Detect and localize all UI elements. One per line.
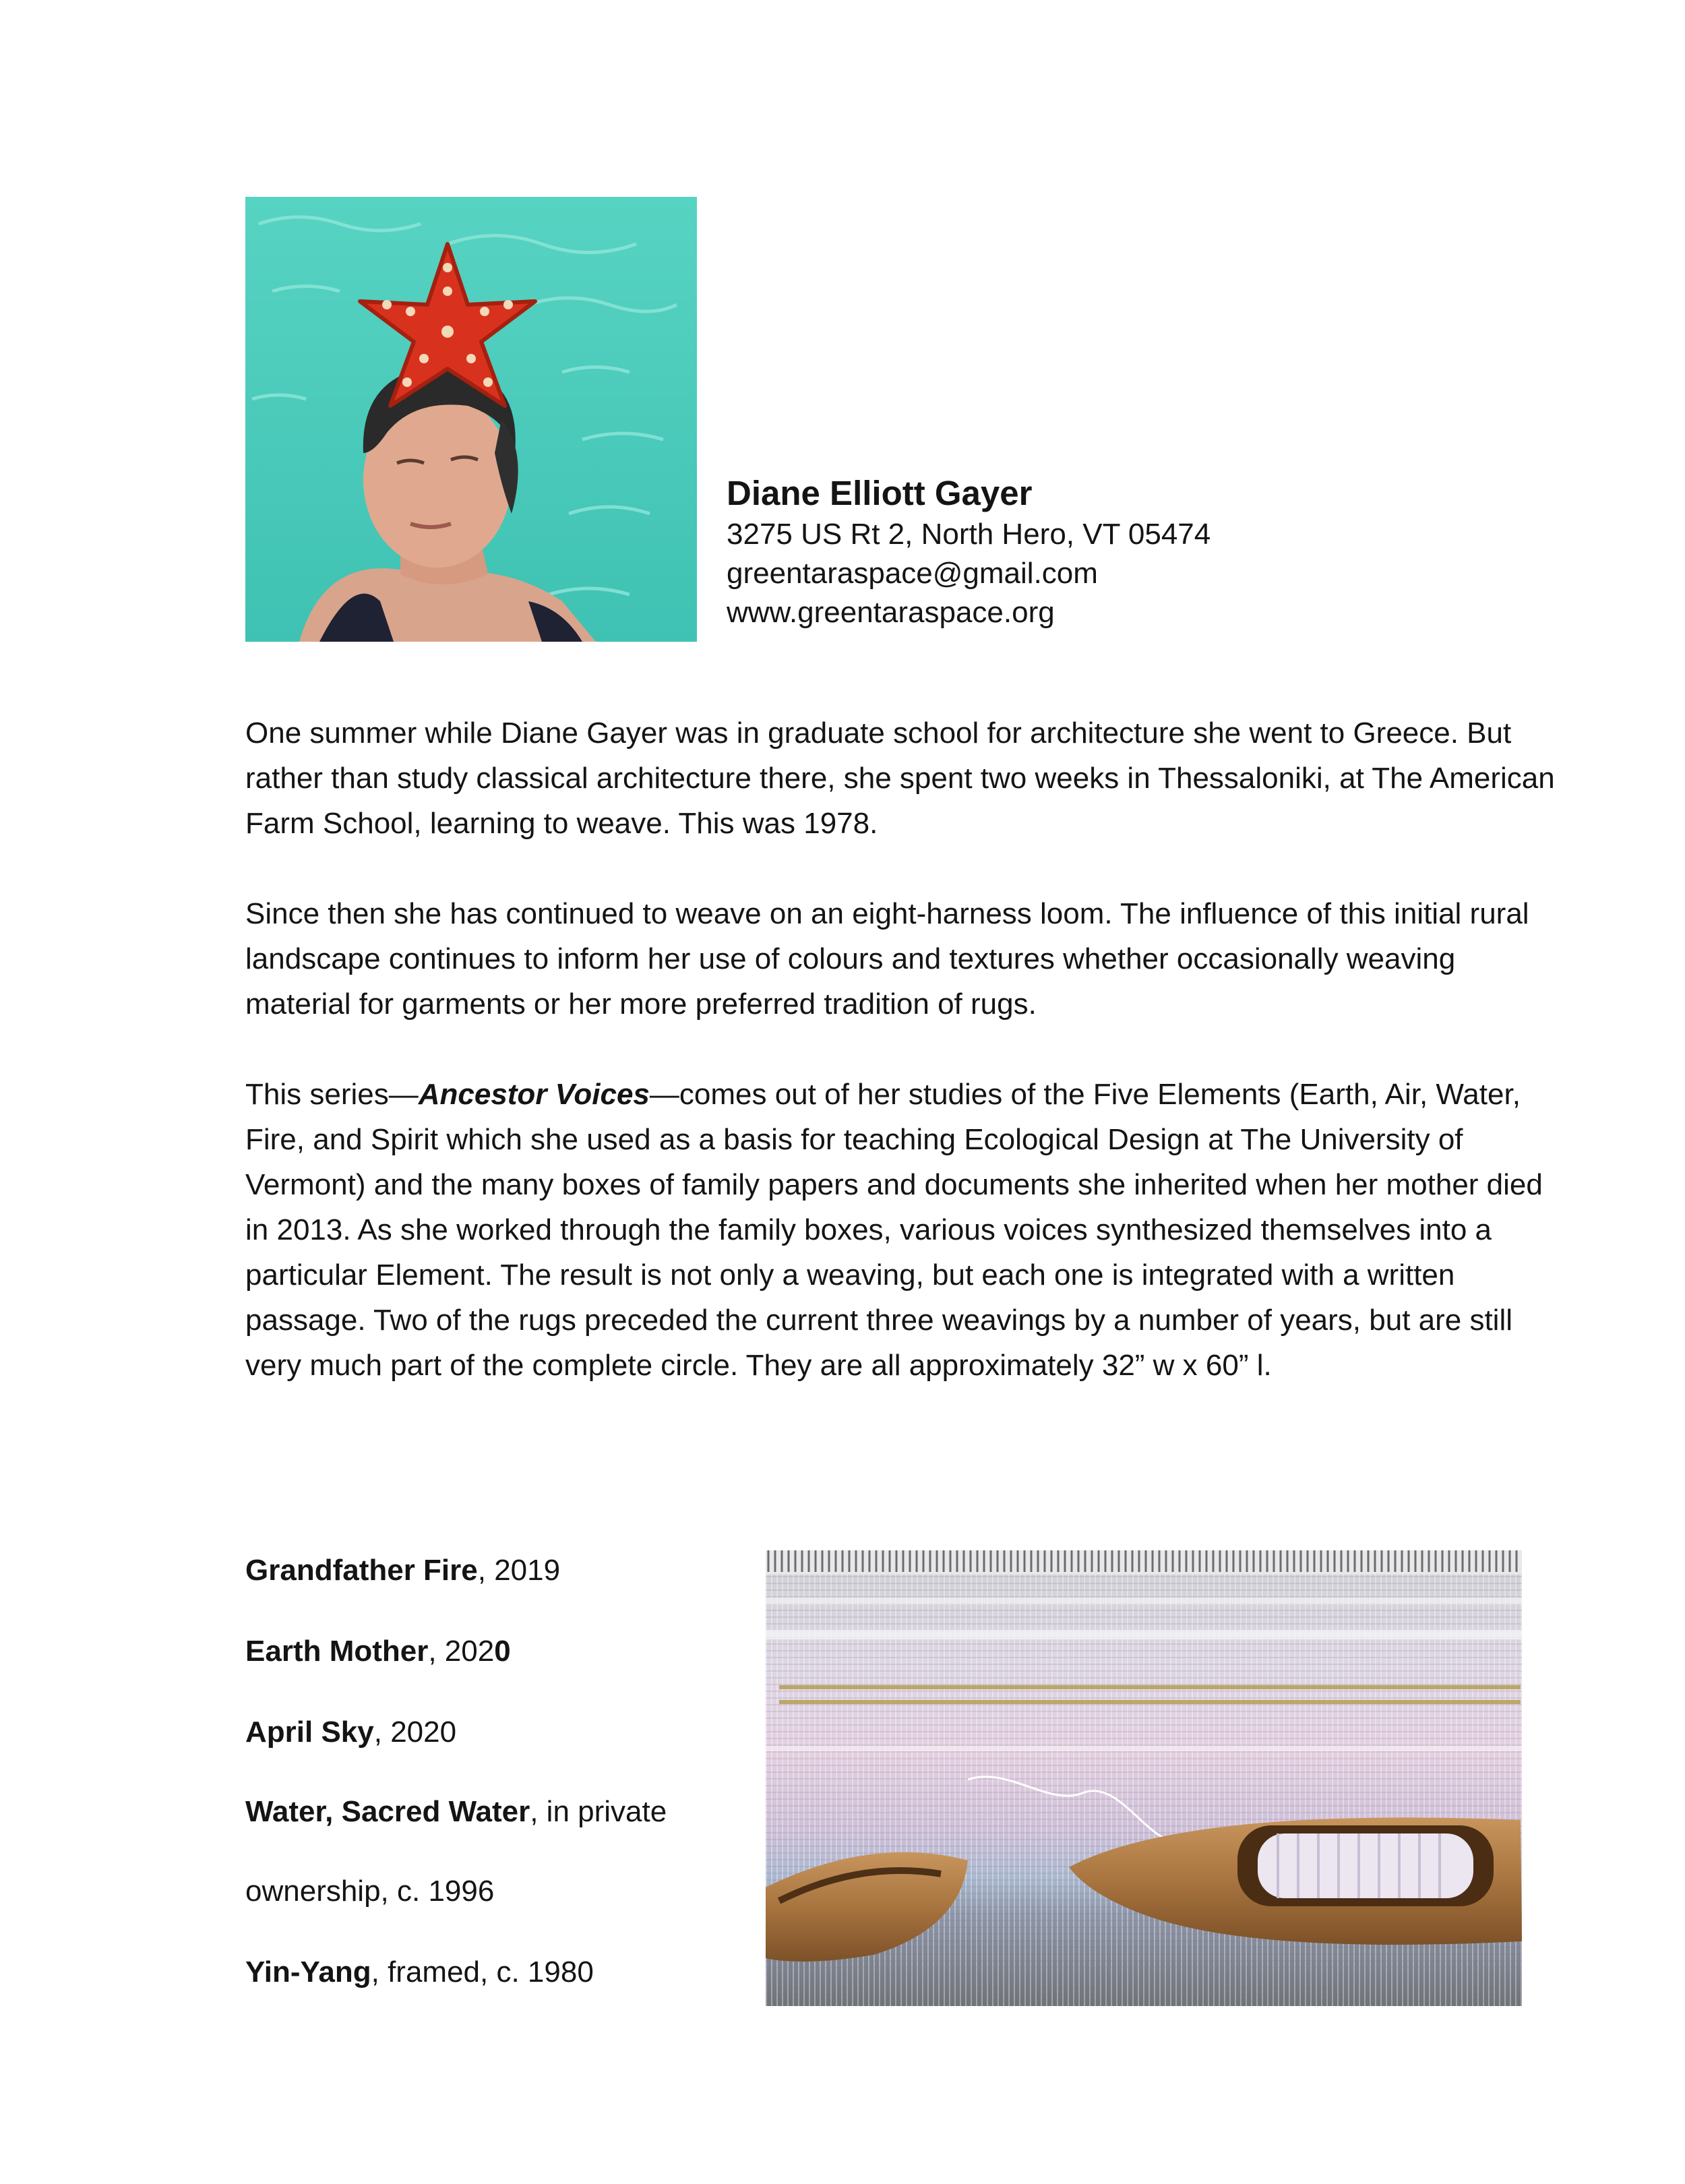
work-title: Water, Sacred Water bbox=[245, 1795, 530, 1828]
artist-name: Diane Elliott Gayer bbox=[727, 474, 1033, 512]
series-description: —comes out of her studies of the Five Elements (Earth, Air, Water, Fire, and Spirit which she used as a basis for teaching Ecological Design at The University of Vermont) and the many boxes of family papers and documents she inherited when her mother died in 2013. As she worked through the family boxes, various voices synthesized themselves into a particular Element. The result is not only a weaving, but each one is integrated with a written passage. Two of the rugs preceded the current three weavings by a number of years, but are still very much part of the complete circle. They are all approximately 32” w x 60” l. bbox=[245, 1078, 1543, 1382]
loom-photo bbox=[766, 1550, 1522, 2006]
work-detail: , in private bbox=[530, 1795, 667, 1828]
series-intro: This series— bbox=[245, 1078, 419, 1111]
work-detail: , framed, c. 1980 bbox=[371, 1955, 594, 1989]
work-item bbox=[245, 1792, 667, 1832]
website-link[interactable]: www.greentaraspace.org bbox=[727, 596, 1055, 629]
work-title: Grandfather Fire bbox=[245, 1554, 478, 1587]
work-detail: , 202 bbox=[428, 1635, 495, 1668]
work-item-continuation bbox=[245, 1871, 494, 1912]
work-item bbox=[245, 1550, 560, 1591]
contact-block bbox=[727, 472, 1211, 632]
bio-paragraph-1: One summer while Diane Gayer was in graduate school for architecture she went to Greece. But rather than study classical architecture there, she spent two weeks in Thessaloniki, at The American Farm School, learning to weave. This was 1978. bbox=[245, 717, 1555, 840]
work-item bbox=[245, 1712, 456, 1753]
work-detail-bold: 0 bbox=[494, 1635, 511, 1668]
portrait-photo bbox=[245, 197, 697, 642]
work-title: Yin-Yang bbox=[245, 1955, 371, 1989]
work-title: April Sky bbox=[245, 1716, 374, 1749]
email-link[interactable]: greentaraspace@gmail.com bbox=[727, 557, 1098, 590]
work-detail: ownership, c. 1996 bbox=[245, 1875, 495, 1908]
work-item bbox=[245, 1631, 511, 1672]
work-detail: , 2020 bbox=[373, 1716, 457, 1749]
series-title: Ancestor Voices bbox=[418, 1078, 650, 1111]
work-title: Earth Mother bbox=[245, 1635, 429, 1668]
work-detail: , 2019 bbox=[477, 1554, 561, 1587]
bio-paragraph-2: Since then she has continued to weave on an eight-harness loom. The influence of this initial rural landscape continues to inform her use of colours and textures whether occasionally weaving material for garments or her more preferred tradition of rugs. bbox=[245, 897, 1529, 1021]
bio-paragraph-3 bbox=[245, 1072, 1566, 1388]
address: 3275 US Rt 2, North Hero, VT 05474 bbox=[727, 518, 1211, 551]
work-item bbox=[245, 1952, 594, 1993]
